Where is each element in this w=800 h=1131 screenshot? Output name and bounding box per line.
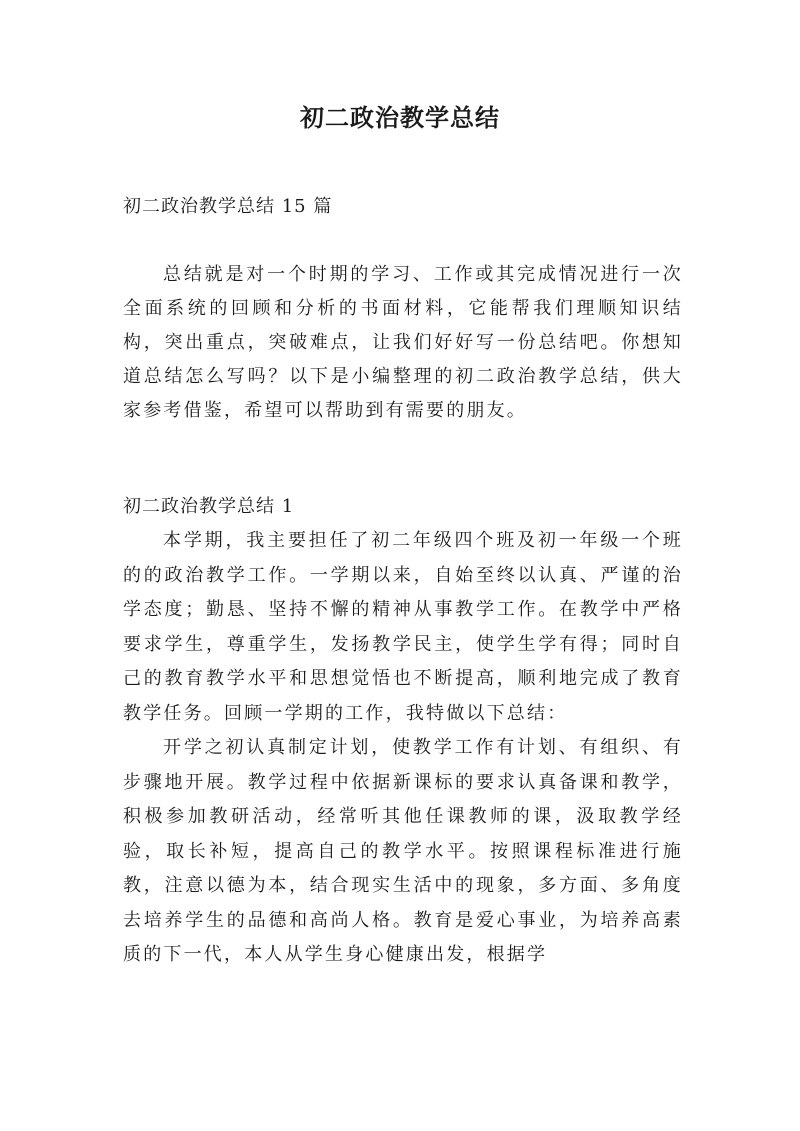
section-heading: 初二政治教学总结 1	[123, 496, 295, 517]
section-body	[123, 524, 683, 973]
document-subtitle: 初二政治教学总结 15 篇	[123, 196, 333, 217]
body-paragraph: 开学之初认真制定计划，使教学工作有计划、有组织、有步骤地开展。教学过程中依据新课标的要求认真备课和教学，积极参加教研活动，经常听其他任课教师的课，汲取教学经验，取长补短，提高自己的教学水平。按照课程标准进行施教，注意以德为本，结合现实生活中的现象，多方面、多角度去培养学生的品德和高尚人格。教育是爱心事业，为培养高素质的下一代，本人从学生身心健康出发，根据学	[123, 737, 683, 965]
document-title: 初二政治教学总结	[300, 104, 500, 132]
body-paragraph: 本学期，我主要担任了初二年级四个班及初一年级一个班的的政治教学工作。一学期以来，自始至终以认真、严谨的治学态度；勤恳、坚持不懈的精神从事教学工作。在教学中严格要求学生，尊重学生，发扬教学民主，使学生学有得；同时自己的教育教学水平和思想觉悟也不断提高，顺利地完成了教育教学任务。回顾一学期的工作，我特做以下总结：	[123, 530, 683, 724]
intro-paragraph: 总结就是对一个时期的学习、工作或其完成情况进行一次全面系统的回顾和分析的书面材料，它能帮我们理顺知识结构，突出重点，突破难点，让我们好好写一份总结吧。你想知道总结怎么写吗？以下是小编整理的初二政治教学总结，供大家参考借鉴，希望可以帮助到有需要的朋友。	[123, 264, 683, 421]
